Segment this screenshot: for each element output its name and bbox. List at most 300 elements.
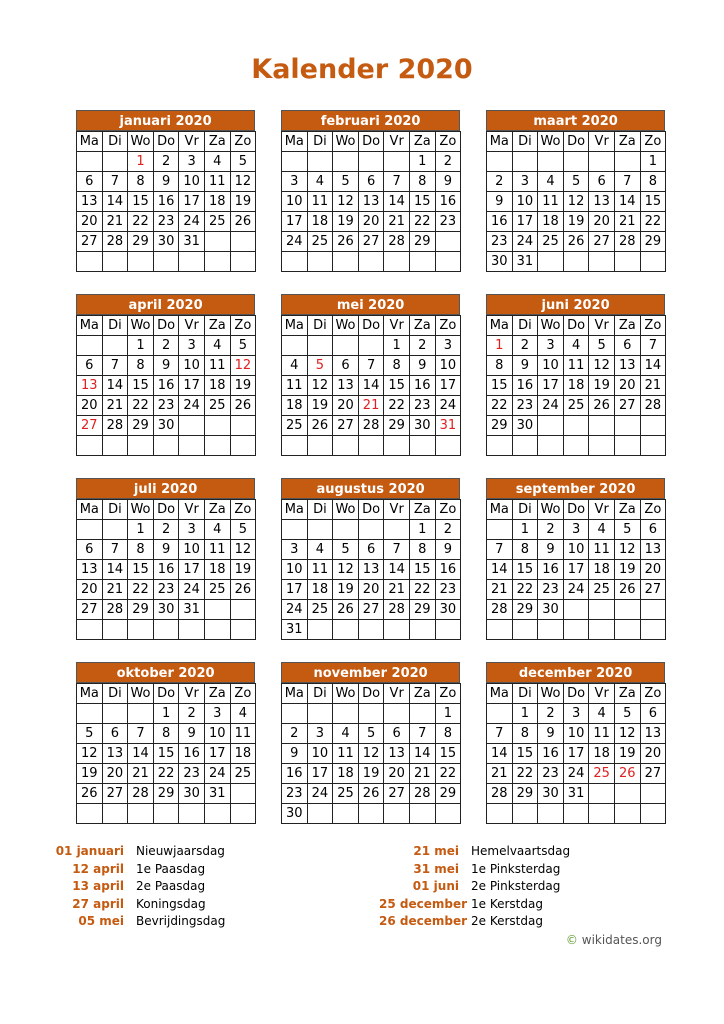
weekday-label: Di (512, 684, 538, 704)
day-cell: 17 (204, 744, 230, 764)
day-cell: 11 (589, 540, 615, 560)
empty-cell (333, 152, 359, 172)
holiday-date: 25 december (379, 896, 468, 911)
holiday-item (379, 843, 570, 861)
day-cell: 17 (563, 744, 589, 764)
empty-cell (409, 252, 435, 272)
month-calendar (486, 478, 666, 640)
weekday-label: Di (102, 500, 128, 520)
day-cell: 6 (614, 336, 640, 356)
weekday-label: Zo (435, 316, 461, 336)
day-cell: 10 (204, 724, 230, 744)
holiday-name: Bevrijdingsdag (136, 914, 226, 928)
month-calendar (76, 478, 256, 640)
weekday-header-row (282, 316, 461, 336)
day-cell: 15 (512, 744, 538, 764)
day-cell: 14 (102, 560, 128, 580)
month-header: juli 2020 (76, 478, 255, 499)
day-cell: 3 (512, 172, 538, 192)
weekday-label: Di (307, 684, 333, 704)
empty-cell (487, 436, 513, 456)
day-cell: 20 (358, 580, 384, 600)
empty-cell (538, 152, 564, 172)
day-cell: 29 (640, 232, 666, 252)
day-cell: 22 (128, 396, 154, 416)
weekday-label: Wo (128, 132, 154, 152)
day-cell: 16 (153, 560, 179, 580)
empty-cell (204, 252, 230, 272)
empty-cell (563, 416, 589, 436)
day-cell: 10 (435, 356, 461, 376)
day-cell: 17 (179, 560, 205, 580)
day-cell: 12 (358, 744, 384, 764)
week-row (77, 580, 256, 600)
weekday-label: Ma (77, 316, 103, 336)
holiday-item (44, 861, 225, 879)
weekday-label: Ma (487, 500, 513, 520)
empty-cell (77, 620, 103, 640)
day-cell: 10 (563, 540, 589, 560)
day-cell: 9 (153, 172, 179, 192)
empty-cell (230, 804, 256, 824)
day-cell: 29 (409, 232, 435, 252)
empty-cell (358, 804, 384, 824)
day-cell: 3 (435, 336, 461, 356)
holiday-name: Koningsdag (136, 896, 206, 911)
empty-cell (204, 232, 230, 252)
weekday-label: Wo (128, 500, 154, 520)
day-cell: 19 (358, 764, 384, 784)
day-cell: 4 (589, 520, 615, 540)
weekday-label: Wo (333, 684, 359, 704)
empty-cell (487, 152, 513, 172)
day-cell: 27 (614, 396, 640, 416)
month-table (281, 131, 461, 272)
week-row (282, 336, 461, 356)
day-cell: 31 (512, 252, 538, 272)
empty-cell (614, 416, 640, 436)
weekday-label: Zo (435, 500, 461, 520)
day-cell: 10 (179, 172, 205, 192)
day-cell: 5 (589, 336, 615, 356)
day-cell: 18 (230, 744, 256, 764)
day-cell: 22 (128, 580, 154, 600)
empty-cell (614, 152, 640, 172)
day-cell: 23 (179, 764, 205, 784)
day-cell: 19 (589, 376, 615, 396)
month-table (76, 131, 256, 272)
page-title: Kalender 2020 (251, 54, 473, 85)
day-cell: 25 (230, 764, 256, 784)
week-row (77, 784, 256, 804)
weekday-label: Ma (282, 500, 308, 520)
empty-cell (614, 252, 640, 272)
day-cell: 22 (512, 764, 538, 784)
day-cell: 3 (179, 520, 205, 540)
week-row (77, 436, 256, 456)
day-cell-holiday: 21 (358, 396, 384, 416)
empty-cell (230, 252, 256, 272)
empty-cell (384, 620, 410, 640)
empty-cell (614, 784, 640, 804)
weekday-label: Zo (230, 500, 256, 520)
day-cell: 25 (204, 580, 230, 600)
empty-cell (333, 704, 359, 724)
weekday-label: Di (102, 684, 128, 704)
day-cell: 26 (230, 212, 256, 232)
day-cell: 5 (230, 336, 256, 356)
day-cell: 8 (128, 172, 154, 192)
day-cell: 25 (538, 232, 564, 252)
holiday-date: 21 mei (413, 844, 459, 858)
day-cell: 18 (333, 764, 359, 784)
week-row (282, 620, 461, 640)
day-cell: 31 (204, 784, 230, 804)
day-cell: 2 (153, 152, 179, 172)
day-cell: 11 (333, 744, 359, 764)
day-cell: 10 (307, 744, 333, 764)
day-cell: 21 (102, 212, 128, 232)
week-row (487, 192, 666, 212)
week-row (487, 784, 666, 804)
day-cell: 27 (358, 232, 384, 252)
empty-cell (128, 704, 154, 724)
week-row (77, 704, 256, 724)
day-cell: 20 (77, 212, 103, 232)
day-cell: 13 (358, 560, 384, 580)
weekday-label: Do (153, 316, 179, 336)
week-row (77, 376, 256, 396)
week-row (487, 520, 666, 540)
day-cell: 6 (77, 540, 103, 560)
day-cell: 2 (487, 172, 513, 192)
empty-cell (102, 436, 128, 456)
day-cell: 24 (179, 580, 205, 600)
day-cell: 11 (204, 356, 230, 376)
day-cell: 1 (435, 704, 461, 724)
day-cell: 23 (435, 580, 461, 600)
empty-cell (77, 336, 103, 356)
day-cell: 15 (435, 744, 461, 764)
day-cell: 28 (409, 784, 435, 804)
empty-cell (409, 704, 435, 724)
weekday-label: Ma (487, 684, 513, 704)
day-cell: 9 (538, 540, 564, 560)
empty-cell (358, 620, 384, 640)
week-row (487, 560, 666, 580)
week-row (282, 152, 461, 172)
day-cell: 7 (102, 540, 128, 560)
holiday-item (44, 913, 225, 931)
day-cell: 29 (435, 784, 461, 804)
month-header: juni 2020 (486, 294, 665, 315)
empty-cell (435, 804, 461, 824)
week-row (487, 620, 666, 640)
day-cell-holiday: 1 (487, 336, 513, 356)
day-cell: 17 (435, 376, 461, 396)
empty-cell (435, 620, 461, 640)
empty-cell (179, 436, 205, 456)
day-cell: 16 (487, 212, 513, 232)
day-cell: 26 (589, 396, 615, 416)
week-row (282, 744, 461, 764)
day-cell: 8 (128, 540, 154, 560)
week-row (282, 540, 461, 560)
empty-cell (563, 152, 589, 172)
day-cell: 3 (563, 704, 589, 724)
day-cell: 26 (358, 784, 384, 804)
empty-cell (538, 416, 564, 436)
empty-cell (487, 804, 513, 824)
empty-cell (230, 232, 256, 252)
day-cell: 5 (77, 724, 103, 744)
day-cell: 19 (230, 192, 256, 212)
day-cell: 22 (409, 212, 435, 232)
weekday-label: Do (563, 684, 589, 704)
day-cell: 29 (512, 600, 538, 620)
day-cell: 1 (128, 336, 154, 356)
day-cell: 14 (102, 376, 128, 396)
weekday-label: Di (512, 132, 538, 152)
day-cell: 25 (333, 784, 359, 804)
empty-cell (307, 704, 333, 724)
weekday-label: Do (153, 132, 179, 152)
empty-cell (589, 436, 615, 456)
day-cell: 18 (563, 376, 589, 396)
day-cell: 24 (307, 784, 333, 804)
day-cell: 1 (384, 336, 410, 356)
week-row (282, 804, 461, 824)
day-cell: 12 (77, 744, 103, 764)
empty-cell (153, 804, 179, 824)
empty-cell (179, 416, 205, 436)
day-cell: 26 (77, 784, 103, 804)
day-cell: 5 (563, 172, 589, 192)
week-row (487, 336, 666, 356)
empty-cell (230, 784, 256, 804)
day-cell: 10 (179, 540, 205, 560)
weekday-header-row (77, 684, 256, 704)
month-table (76, 499, 256, 640)
weekday-header-row (77, 500, 256, 520)
day-cell-holiday: 5 (307, 356, 333, 376)
empty-cell (333, 520, 359, 540)
day-cell: 6 (640, 704, 666, 724)
day-cell: 3 (538, 336, 564, 356)
weekday-label: Zo (435, 132, 461, 152)
week-row (77, 336, 256, 356)
day-cell: 27 (384, 784, 410, 804)
empty-cell (640, 620, 666, 640)
weekday-header-row (487, 316, 666, 336)
footer-credit (566, 933, 662, 947)
empty-cell (614, 804, 640, 824)
week-row (77, 192, 256, 212)
day-cell: 30 (512, 416, 538, 436)
day-cell: 24 (563, 764, 589, 784)
week-row (77, 540, 256, 560)
day-cell: 28 (102, 416, 128, 436)
day-cell: 11 (563, 356, 589, 376)
holiday-date: 05 mei (78, 914, 124, 928)
weekday-label: Di (307, 500, 333, 520)
weekday-label: Zo (640, 132, 666, 152)
copyright-icon: © (565, 933, 578, 947)
day-cell: 25 (589, 580, 615, 600)
day-cell: 14 (487, 560, 513, 580)
empty-cell (128, 436, 154, 456)
day-cell: 17 (307, 764, 333, 784)
empty-cell (512, 152, 538, 172)
day-cell: 24 (563, 580, 589, 600)
day-cell: 22 (409, 580, 435, 600)
day-cell: 29 (384, 416, 410, 436)
empty-cell (204, 620, 230, 640)
day-cell: 21 (384, 212, 410, 232)
week-row (487, 540, 666, 560)
day-cell: 3 (204, 704, 230, 724)
empty-cell (307, 804, 333, 824)
weekday-header-row (487, 684, 666, 704)
day-cell: 22 (640, 212, 666, 232)
empty-cell (589, 600, 615, 620)
day-cell: 16 (538, 744, 564, 764)
day-cell: 15 (128, 192, 154, 212)
empty-cell (640, 416, 666, 436)
weekday-label: Vr (179, 316, 205, 336)
day-cell: 18 (204, 560, 230, 580)
weekday-label: Do (563, 500, 589, 520)
day-cell: 7 (409, 724, 435, 744)
day-cell: 8 (640, 172, 666, 192)
week-row (487, 212, 666, 232)
empty-cell (640, 804, 666, 824)
day-cell: 7 (128, 724, 154, 744)
day-cell-holiday: 26 (614, 764, 640, 784)
empty-cell (204, 600, 230, 620)
day-cell: 7 (358, 356, 384, 376)
empty-cell (282, 152, 308, 172)
day-cell: 4 (538, 172, 564, 192)
day-cell: 4 (563, 336, 589, 356)
weekday-label: Vr (589, 500, 615, 520)
empty-cell (179, 252, 205, 272)
day-cell: 22 (153, 764, 179, 784)
empty-cell (102, 152, 128, 172)
empty-cell (282, 704, 308, 724)
day-cell: 12 (614, 724, 640, 744)
day-cell: 22 (384, 396, 410, 416)
day-cell: 4 (589, 704, 615, 724)
day-cell: 25 (563, 396, 589, 416)
week-row (77, 356, 256, 376)
week-row (282, 356, 461, 376)
day-cell: 24 (435, 396, 461, 416)
weekday-label: Zo (230, 684, 256, 704)
day-cell: 22 (487, 396, 513, 416)
day-cell: 12 (333, 560, 359, 580)
weekday-label: Vr (384, 132, 410, 152)
day-cell: 8 (409, 540, 435, 560)
empty-cell (512, 436, 538, 456)
footer-site-link[interactable]: wikidates.org (581, 933, 662, 947)
empty-cell (282, 252, 308, 272)
empty-cell (128, 252, 154, 272)
holiday-date: 27 april (72, 896, 124, 911)
month-calendar (281, 110, 461, 272)
weekday-label: Vr (589, 316, 615, 336)
empty-cell (487, 704, 513, 724)
day-cell: 25 (204, 212, 230, 232)
day-cell: 31 (282, 620, 308, 640)
week-row (487, 396, 666, 416)
weekday-label: Vr (384, 684, 410, 704)
empty-cell (563, 252, 589, 272)
empty-cell (538, 252, 564, 272)
day-cell: 11 (307, 192, 333, 212)
day-cell: 30 (153, 600, 179, 620)
empty-cell (333, 252, 359, 272)
weekday-label: Wo (538, 316, 564, 336)
weekday-label: Vr (179, 132, 205, 152)
weekday-label: Di (512, 500, 538, 520)
holiday-item (379, 913, 570, 931)
weekday-label: Di (512, 316, 538, 336)
empty-cell (640, 600, 666, 620)
weekday-label: Do (358, 684, 384, 704)
month-header: mei 2020 (281, 294, 460, 315)
weekday-label: Do (358, 316, 384, 336)
month-header: oktober 2020 (76, 662, 255, 683)
holiday-item (379, 861, 570, 879)
day-cell: 21 (102, 580, 128, 600)
day-cell: 30 (179, 784, 205, 804)
empty-cell (153, 252, 179, 272)
empty-cell (358, 336, 384, 356)
month-header: februari 2020 (281, 110, 460, 131)
empty-cell (589, 784, 615, 804)
day-cell: 22 (435, 764, 461, 784)
day-cell: 20 (358, 212, 384, 232)
day-cell: 23 (409, 396, 435, 416)
holiday-name: Hemelvaartsdag (471, 844, 571, 858)
weekday-label: Ma (487, 132, 513, 152)
day-cell: 20 (77, 396, 103, 416)
weekday-header-row (282, 684, 461, 704)
empty-cell (614, 600, 640, 620)
day-cell: 14 (128, 744, 154, 764)
empty-cell (614, 436, 640, 456)
empty-cell (128, 620, 154, 640)
holiday-list-right (379, 843, 570, 931)
day-cell: 9 (153, 356, 179, 376)
weekday-header-row (487, 500, 666, 520)
day-cell: 18 (538, 212, 564, 232)
month-table (281, 499, 461, 640)
empty-cell (307, 252, 333, 272)
day-cell: 13 (358, 192, 384, 212)
day-cell: 23 (512, 396, 538, 416)
weekday-label: Vr (384, 316, 410, 336)
holiday-date: 26 december (379, 914, 468, 928)
day-cell: 27 (358, 600, 384, 620)
day-cell: 30 (153, 232, 179, 252)
day-cell: 7 (640, 336, 666, 356)
day-cell: 16 (153, 376, 179, 396)
day-cell: 5 (230, 152, 256, 172)
empty-cell (409, 620, 435, 640)
day-cell: 30 (409, 416, 435, 436)
